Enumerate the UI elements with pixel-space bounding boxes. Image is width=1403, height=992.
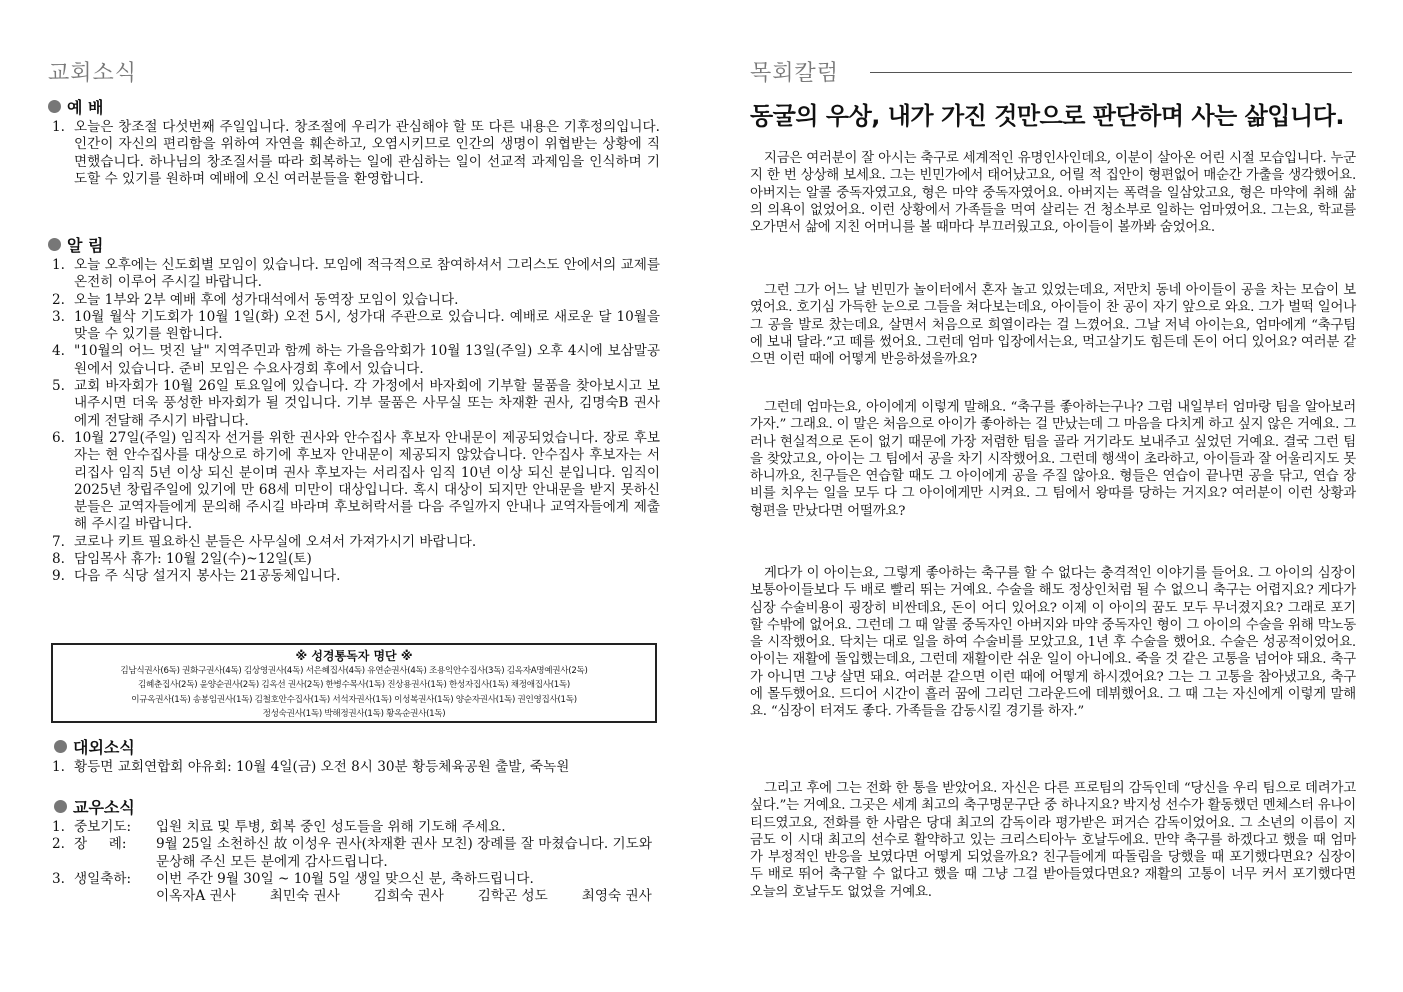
external-news-list	[48, 759, 660, 776]
members-news-title: 교우소식	[73, 797, 135, 817]
worship-section	[48, 95, 660, 188]
list-item: 4. "10월의 어느 멋진 날" 지역주민과 함께 하는 가을음악회가 10월 13일(주일) 오후 4시에 보삼말공원에서 있습니다. 준비 모임은 수요사경회 후에서 있습니다.	[52, 343, 660, 377]
worship-title: 예 배	[67, 97, 104, 117]
members-news-section	[48, 795, 660, 905]
pastor-column-heading: 목회칼럼	[750, 61, 840, 86]
column-paragraph: 게다가 이 아이는요, 그렇게 좋아하는 축구를 할 수 없다는 충격적인 이야기를 들어요. 그 아이의 심장이 보통아이들보다 두 배로 빨리 뛰는 거예요. 수술을 해도 정상인처럼 될 수 없으니 축구는 어렵지요? 게다가 심장 수술비용이 굉장히 비싼데요, 돈이 어디 있어요? 이제 이 아이의 꿈도 모두 무너졌지요? 그래로 포기할 수밖에 없어요. 그런데 그 때 알콜 중독자인 아버지와 마약 중독자인 형이 그 아이의 수술을 위해 막노동을 시작했어요. 닥치는 대로 일을 하여 수술비를 모았고요, 1년 후 수술을 했어요. 수술은 성공적이었어요. 아이는 재활에 돌입했는데요, 그런데 재활이란 쉬운 일이 아니에요. 죽을 것 같은 고통을 넘어야 돼요. 축구가 아니면 그냥 살면 돼요. 여러분 같으면 이런 때에 어떻게 하시겠어요? 그는 그 고통을 참아냈고요, 축구에 몰두했어요. 드디어 시간이 흘러 꿈에 그리던 그라운드에 데뷔했어요. 그 때 그는 자신에게 이렇게 말해요. “심장이 터져도 좋다. 가족들을 감동시킬 경기를 하자.”	[750, 566, 1356, 720]
list-item: 2. 장 례: 9월 25일 소천하신 故 이성우 권사(차재환 권사 모친) 장례를 잘 마쳤습니다. 기도와 문상해 주신 모든 분에게 감사드립니다.	[52, 836, 652, 870]
birthday-names: 이옥자A 권사 최민숙 권사 김희숙 권사 김학곤 성도 최영숙 권사	[156, 888, 652, 905]
bible-readers-box	[51, 643, 657, 723]
bible-readers-line: 김남식권사(6독) 권화구권사(4독) 김상영권사(4독) 서은혜집사(4독) 유연순권사(4독) 조용익안수집사(3독) 김옥자A명예권사(2독)	[120, 666, 588, 676]
list-item: 5. 교회 바자회가 10월 26일 토요일에 있습니다. 각 가정에서 바자회에 기부할 물품을 찾아보시고 보내주시면 더욱 풍성한 바자회가 될 것입니다. 기부 물품은 사무실 또는 차재환 권사, 김명숙B 권사에게 전달해 주시기 바랍니다.	[52, 378, 660, 429]
bible-readers-line: 김혜춘집사(2독) 윤양순권사(2독) 김옥선 권사(2독) 한병수목사(1독) 진상용권사(1독) 한성자집사(1독) 채정애집사(1독)	[137, 680, 570, 691]
members-news-list	[48, 819, 660, 905]
list-item: 8. 담임목사 휴가: 10월 2일(수)~12일(토)	[52, 551, 312, 568]
list-item: 1. 황등면 교회연합회 야유회: 10월 4일(금) 오전 8시 30분 황등체육공원 출발, 죽녹원	[52, 759, 570, 775]
worship-list	[48, 119, 660, 188]
notices-list	[48, 257, 660, 586]
list-item: 6. 10월 27일(주일) 임직자 선거를 위한 권사와 안수집사 후보자 안내문이 제공되었습니다. 장로 후보자는 현 안수집사를 대상으로 하기에 후보자 안내문이 제공되지 않았습니다. 안수집사 후보자는 서리집사 임직 5년 이상 되신 분이며 권사 후보자는 서리집사 임직 10년 이상 되신 분입니다. 임직이 2025년 창립주일에 있기에 만 68세 미만이 대상입니다. 혹시 대상이 되지만 안내문을 받지 못하신 분들은 교역자들에게 문의해 주시길 바라며 후보허락서를 다음 주일까지 안내나 교역자들에게 제출해 주시길 바랍니다.	[52, 429, 660, 533]
column-paragraph: 그런 그가 어느 날 빈민가 놀이터에서 혼자 놀고 있었는데요, 저만치 동네 아이들이 공을 차는 모습이 보였어요. 호기심 가득한 눈으로 그들을 쳐다보는데요, 아이들이 찬 공이 자기 앞으로 와요. 그가 벌떡 일어나 그 공을 발로 찼는데요, 살면서 처음으로 희열이라는 걸 느꼈어요. 그날 저녁 아이는요, 엄마에게 “축구팀에 보내 달라.”고 떼를 썼어요. 그런데 엄마 입장에서는요, 먹고살기도 힘든데 돈이 어디 있어요? 여러분 같으면 이런 때에 어떻게 반응하셨을까요?	[750, 283, 1356, 368]
column-paragraph: 그리고 후에 그는 전화 한 통을 받았어요. 자신은 다른 프로팀의 감독인데 “당신을 우리 팀으로 데려가고 싶다.”는 거예요. 그곳은 세계 최고의 축구명문구단 중 하나지요? 박지성 선수가 활동했던 멘체스터 유나이티드였고요, 전화를 한 사람은 당대 최고의 감독이라 평가받은 퍼거슨 감독이었어요. 그 소년의 이름이 지금도 이 시대 최고의 선수로 활약하고 있는 크리스티아누 호날두에요. 만약 축구를 하겠다고 했을 때 엄마가 부정적인 반응을 보였다면 어떻게 되었을까요? 친구들에게 따돌림을 당했을 때 포기했다면요? 심장이 두 배로 뛰어 축구할 수 없다고 했을 때 그냥 그걸 받아들였다면요? 재활의 고통이 너무 커서 포기했다면 오늘의 호날두도 없었을 거예요.	[750, 781, 1356, 900]
bullet-icon	[48, 100, 61, 113]
bullet-icon	[54, 800, 67, 813]
list-item: 1. 오늘은 창조절 다섯번째 주일입니다. 창조절에 우리가 관심해야 할 또 다른 내용은 기후정의입니다. 인간이 자신의 편리함을 위하여 자연을 훼손하고, 오염시키므로 인간의 생명이 위협받는 상황에 직면했습니다. 하나님의 창조질서를 따라 회복하는 일에 관심하는 일이 선교적 과제임을 인식하며 기도할 수 있기를 원하며 예배에 오신 여러분들을 환영합니다.	[52, 119, 660, 187]
column-title: 동굴의 우상, 내가 가진 것만으로 판단하며 사는 삶입니다.	[750, 102, 1344, 130]
list-item: 1. 오늘 오후에는 신도회별 모임이 있습니다. 모임에 적극적으로 참여하셔서 그리스도 안에서의 교제를 온전히 이루어 주시길 바랍니다.	[52, 257, 660, 291]
bible-readers-title: ※ 성경통독자 명단 ※	[295, 649, 413, 663]
list-item: 1. 중보기도: 입원 치료 및 투병, 회복 중인 성도들을 위해 기도해 주세요.	[52, 819, 506, 835]
list-item: 3. 생일축하: 이번 주간 9월 30일 ~ 10월 5일 생일 맞으신 분, 축하드립니다. 이옥자A 권사 최민숙 권사 김희숙 권사 김학곤 성도 최영숙 권사	[48, 871, 660, 906]
notices-section	[48, 233, 660, 586]
column-paragraph: 그런데 엄마는요, 아이에게 이렇게 말해요. “축구를 좋아하는구나? 그럼 내일부터 엄마랑 팀을 알아보러 가자.” 그래요. 이 말은 처음으로 아이가 좋아하는 걸 만났는데 그 마음을 다치게 하고 싶지 않은 거예요. 그러나 현실적으로 돈이 없기 때문에 가장 저렴한 팀을 골라 거기라도 보내주고 싶었던 거예요. 결국 그런 팀을 찾았고요, 아이는 그 팀에서 공을 차기 시작했어요. 그런데 행색이 초라하고, 아이들과 잘 어울리지도 못하니까요, 친구들은 연습할 때도 그 아이에게 공을 주질 않아요. 형들은 연습이 끝나면 공을 닦고, 연습 장비를 치우는 일을 모두 다 그 아이에게만 시켜요. 그 팀에서 왕따를 당하는 거지요? 여러분이 이런 상황과 형편을 만났다면 어떨까요?	[750, 400, 1356, 519]
bullet-icon	[48, 238, 61, 251]
list-item: 3. 10월 월삭 기도회가 10월 1일(화) 오전 5시, 성가대 주관으로 있습니다. 예배로 새로운 달 10월을 맞을 수 있기를 원합니다.	[52, 308, 660, 343]
bible-readers-line: 정성숙권사(1독) 박해정권사(1독) 황옥순권사(1독)	[262, 708, 446, 719]
list-item: 9. 다음 주 식당 설거지 봉사는 21공동체입니다.	[52, 568, 341, 585]
bible-readers-line: 이규옥권사(1독) 송봉임권사(1독) 김철호안수집사(1독) 서석자권사(1독) 이성복권사(1독) 양순자권사(1독) 권인영집사(1독)	[131, 694, 577, 705]
external-news-section	[48, 735, 660, 776]
notices-title: 알 림	[67, 235, 104, 255]
church-news-heading: 교회소식	[48, 61, 138, 86]
bullet-icon	[54, 740, 67, 753]
list-item: 7. 코로나 키트 필요하신 분들은 사무실에 오셔서 가져가시기 바랍니다.	[52, 533, 477, 550]
external-news-title: 대외소식	[73, 737, 135, 757]
list-item: 2. 오늘 1부와 2부 예배 후에 성가대석에서 동역장 모임이 있습니다.	[52, 291, 459, 308]
heading-divider	[870, 72, 1352, 73]
column-paragraph: 지금은 여러분이 잘 아시는 축구로 세계적인 유명인사인데요, 이분이 살아온 어린 시절 모습입니다. 누군지 한 번 상상해 보세요. 그는 빈민가에서 태어났고요, 어릴 적 집안이 형편없어 매순간 가출을 생각했어요. 아버지는 알콜 중독자였고요, 형은 마약 중독자였어요. 아버지는 폭력을 일삼았고요, 형은 마약에 취해 삶의 의욕이 없었어요. 이런 상황에서 가족들을 먹여 살리는 건 청소부로 일하는 엄마였어요. 그는요, 학교를 오가면서 삶에 지친 어머니를 볼 때마다 부끄러웠고요, 아이들이 볼까봐 숨었어요.	[750, 151, 1356, 236]
